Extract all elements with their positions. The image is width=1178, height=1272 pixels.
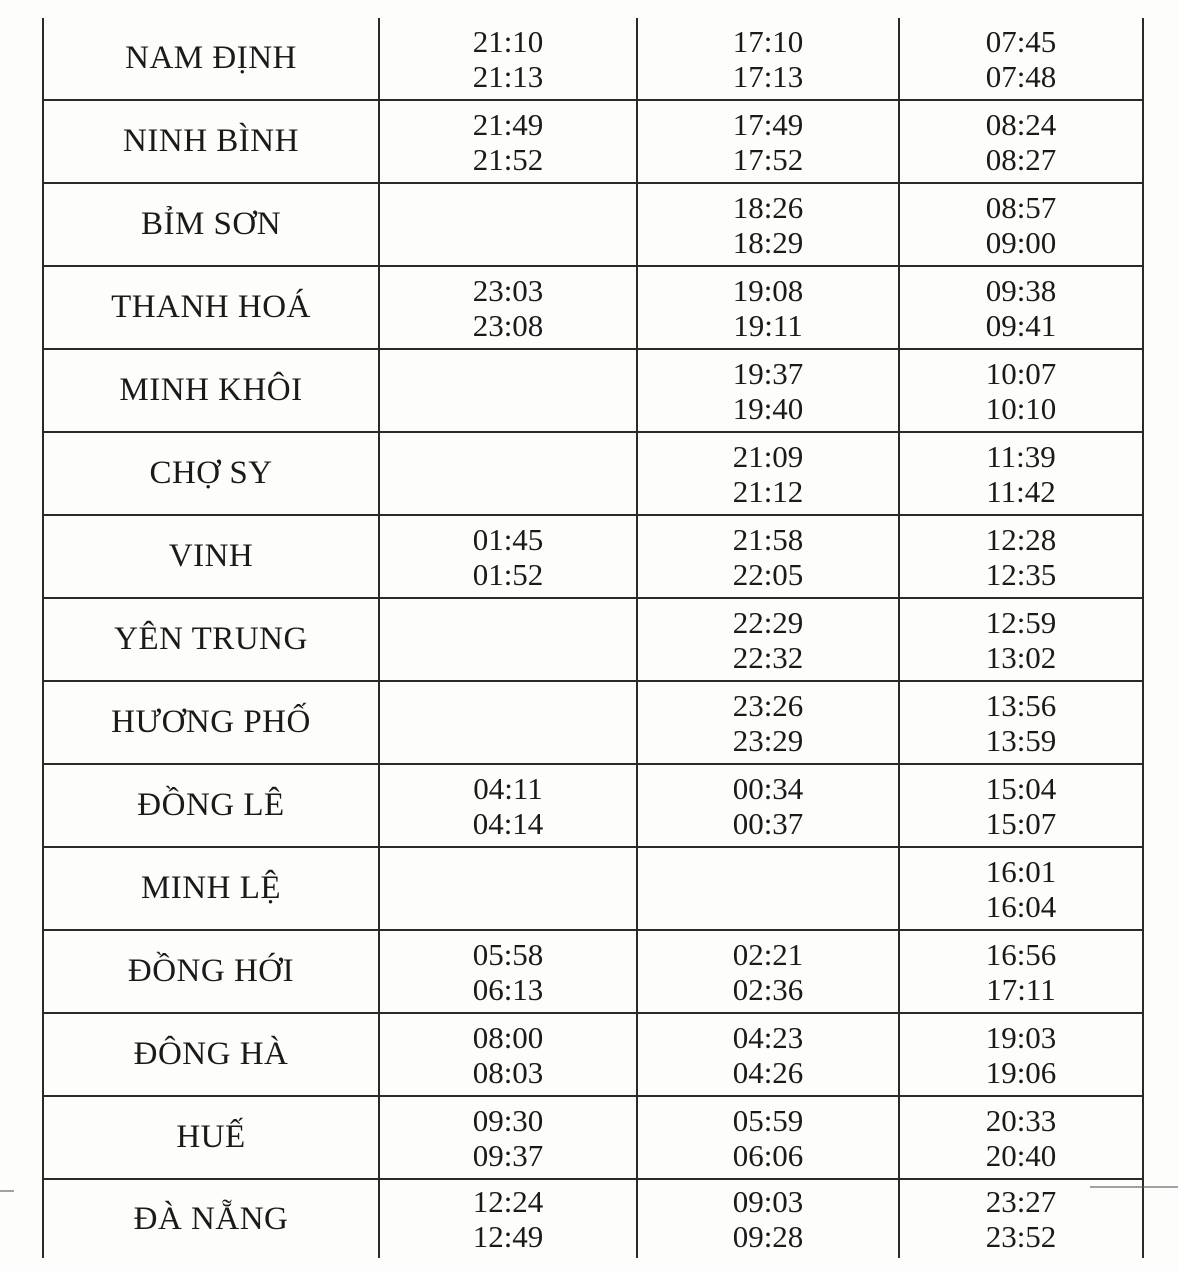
time-cell-col2 <box>637 598 899 681</box>
departure-time: 22:32 <box>732 639 804 675</box>
departure-time: 23:08 <box>472 307 544 343</box>
station-name: NAM ĐỊNH <box>43 18 379 100</box>
time-cell-col3 <box>899 598 1143 681</box>
arrival-time: 08:24 <box>985 106 1057 142</box>
time-cell-col3 <box>899 847 1143 930</box>
arrival-time: 11:39 <box>986 438 1056 474</box>
time-cell-col1 <box>379 847 637 930</box>
table-row <box>43 266 1143 349</box>
station-name: MINH LỆ <box>43 847 379 930</box>
scan-artifact-line <box>0 1190 14 1192</box>
time-cell-col2 <box>637 18 899 100</box>
departure-time: 12:35 <box>985 556 1057 592</box>
departure-time: 06:06 <box>732 1137 804 1173</box>
time-cell-col3 <box>899 1179 1143 1258</box>
station-name: CHỢ SY <box>43 432 379 515</box>
station-name: MINH KHÔI <box>43 349 379 432</box>
departure-time: 17:11 <box>986 971 1056 1007</box>
table-row <box>43 1096 1143 1179</box>
table-row <box>43 100 1143 183</box>
time-cell-col1 <box>379 1013 637 1096</box>
departure-time: 08:27 <box>985 141 1057 177</box>
time-cell-col2 <box>637 1096 899 1179</box>
departure-time: 22:05 <box>732 556 804 592</box>
departure-time: 16:04 <box>985 888 1057 924</box>
arrival-time: 21:09 <box>732 438 804 474</box>
table-row <box>43 349 1143 432</box>
departure-time: 07:48 <box>985 58 1057 94</box>
time-cell-col3 <box>899 515 1143 598</box>
station-name: HUẾ <box>43 1096 379 1179</box>
arrival-time: 16:01 <box>985 853 1057 889</box>
time-cell-col1 <box>379 598 637 681</box>
time-cell-col2 <box>637 847 899 930</box>
time-cell-col2 <box>637 1179 899 1258</box>
table-row <box>43 432 1143 515</box>
departure-time: 13:59 <box>985 722 1057 758</box>
time-cell-col3 <box>899 18 1143 100</box>
time-cell-col2 <box>637 266 899 349</box>
departure-time: 06:13 <box>472 971 544 1007</box>
arrival-time: 02:21 <box>732 936 804 972</box>
departure-time: 02:36 <box>732 971 804 1007</box>
time-cell-col2 <box>637 681 899 764</box>
time-cell-col2 <box>637 515 899 598</box>
arrival-time: 16:56 <box>985 936 1057 972</box>
departure-time: 11:42 <box>986 473 1056 509</box>
time-cell-col1 <box>379 432 637 515</box>
time-cell-col3 <box>899 266 1143 349</box>
departure-time: 23:29 <box>732 722 804 758</box>
departure-time: 01:52 <box>472 556 544 592</box>
arrival-time: 08:00 <box>472 1019 544 1055</box>
departure-time: 21:12 <box>732 473 804 509</box>
time-cell-col2 <box>637 100 899 183</box>
table-row <box>43 681 1143 764</box>
time-cell-col3 <box>899 349 1143 432</box>
arrival-time: 23:26 <box>732 687 804 723</box>
departure-time: 19:40 <box>732 390 804 426</box>
departure-time: 08:03 <box>472 1054 544 1090</box>
time-cell-col3 <box>899 100 1143 183</box>
arrival-time: 21:10 <box>472 23 544 59</box>
arrival-time: 21:58 <box>732 521 804 557</box>
station-name: ĐÔNG HÀ <box>43 1013 379 1096</box>
time-cell-col1 <box>379 1179 637 1258</box>
time-cell-col3 <box>899 432 1143 515</box>
departure-time: 04:14 <box>472 805 544 841</box>
arrival-time: 20:33 <box>985 1102 1057 1138</box>
departure-time: 04:26 <box>732 1054 804 1090</box>
departure-time: 23:52 <box>985 1219 1057 1254</box>
table-row <box>43 764 1143 847</box>
table-row <box>43 847 1143 930</box>
table-row <box>43 18 1143 100</box>
arrival-time: 21:49 <box>472 106 544 142</box>
time-cell-col2 <box>637 1013 899 1096</box>
time-cell-col2 <box>637 349 899 432</box>
departure-time: 09:37 <box>472 1137 544 1173</box>
arrival-time: 23:27 <box>985 1184 1057 1219</box>
table-row <box>43 183 1143 266</box>
time-cell-col3 <box>899 764 1143 847</box>
time-cell-col2 <box>637 183 899 266</box>
arrival-time: 09:38 <box>985 272 1057 308</box>
time-cell-col2 <box>637 764 899 847</box>
station-name: THANH HOÁ <box>43 266 379 349</box>
departure-time: 19:11 <box>733 307 803 343</box>
arrival-time: 12:28 <box>985 521 1057 557</box>
departure-time: 00:37 <box>732 805 804 841</box>
arrival-time: 09:03 <box>732 1184 804 1219</box>
departure-time: 09:00 <box>985 224 1057 260</box>
arrival-time: 13:56 <box>985 687 1057 723</box>
station-name: ĐỒNG HỚI <box>43 930 379 1013</box>
time-cell-col3 <box>899 930 1143 1013</box>
arrival-time: 04:11 <box>473 770 543 806</box>
table-row <box>43 1013 1143 1096</box>
arrival-time: 19:37 <box>732 355 804 391</box>
departure-time: 12:49 <box>472 1219 544 1254</box>
arrival-time: 19:08 <box>732 272 804 308</box>
time-cell-col1 <box>379 1096 637 1179</box>
arrival-time: 09:30 <box>472 1102 544 1138</box>
arrival-time: 17:10 <box>732 23 804 59</box>
departure-time: 19:06 <box>985 1054 1057 1090</box>
arrival-time: 01:45 <box>472 521 544 557</box>
time-cell-col1 <box>379 515 637 598</box>
arrival-time: 17:49 <box>732 106 804 142</box>
time-cell-col1 <box>379 930 637 1013</box>
station-name: HƯƠNG PHỐ <box>43 681 379 764</box>
station-name: YÊN TRUNG <box>43 598 379 681</box>
time-cell-col1 <box>379 681 637 764</box>
time-cell-col1 <box>379 183 637 266</box>
arrival-time: 12:24 <box>472 1184 544 1219</box>
time-cell-col3 <box>899 183 1143 266</box>
departure-time: 15:07 <box>985 805 1057 841</box>
arrival-time: 10:07 <box>985 355 1057 391</box>
arrival-time: 07:45 <box>985 23 1057 59</box>
arrival-time: 19:03 <box>985 1019 1057 1055</box>
time-cell-col1 <box>379 18 637 100</box>
arrival-time: 18:26 <box>732 189 804 225</box>
scan-artifact-line <box>1090 1186 1178 1188</box>
table-row <box>43 515 1143 598</box>
station-name: NINH BÌNH <box>43 100 379 183</box>
arrival-time: 12:59 <box>985 604 1057 640</box>
arrival-time: 04:23 <box>732 1019 804 1055</box>
arrival-time: 15:04 <box>985 770 1057 806</box>
departure-time: 09:41 <box>985 307 1057 343</box>
time-cell-col3 <box>899 681 1143 764</box>
time-cell-col2 <box>637 432 899 515</box>
departure-time: 17:52 <box>732 141 804 177</box>
train-timetable <box>42 18 1144 1258</box>
departure-time: 18:29 <box>732 224 804 260</box>
arrival-time: 05:58 <box>472 936 544 972</box>
arrival-time: 22:29 <box>732 604 804 640</box>
time-cell-col3 <box>899 1096 1143 1179</box>
arrival-time: 23:03 <box>472 272 544 308</box>
departure-time: 17:13 <box>732 58 804 94</box>
time-cell-col1 <box>379 266 637 349</box>
table-row <box>43 598 1143 681</box>
time-cell-col1 <box>379 764 637 847</box>
departure-time: 09:28 <box>732 1219 804 1254</box>
departure-time: 20:40 <box>985 1137 1057 1173</box>
departure-time: 21:52 <box>472 141 544 177</box>
time-cell-col3 <box>899 1013 1143 1096</box>
arrival-time: 08:57 <box>985 189 1057 225</box>
arrival-time: 05:59 <box>732 1102 804 1138</box>
time-cell-col1 <box>379 100 637 183</box>
departure-time: 21:13 <box>472 58 544 94</box>
departure-time: 13:02 <box>985 639 1057 675</box>
station-name: BỈM SƠN <box>43 183 379 266</box>
table-row <box>43 930 1143 1013</box>
time-cell-col2 <box>637 930 899 1013</box>
station-name: VINH <box>43 515 379 598</box>
departure-time: 10:10 <box>985 390 1057 426</box>
station-name: ĐÀ NẴNG <box>43 1179 379 1258</box>
time-cell-col1 <box>379 349 637 432</box>
table-row <box>43 1179 1143 1258</box>
station-name: ĐỒNG LÊ <box>43 764 379 847</box>
arrival-time: 00:34 <box>732 770 804 806</box>
